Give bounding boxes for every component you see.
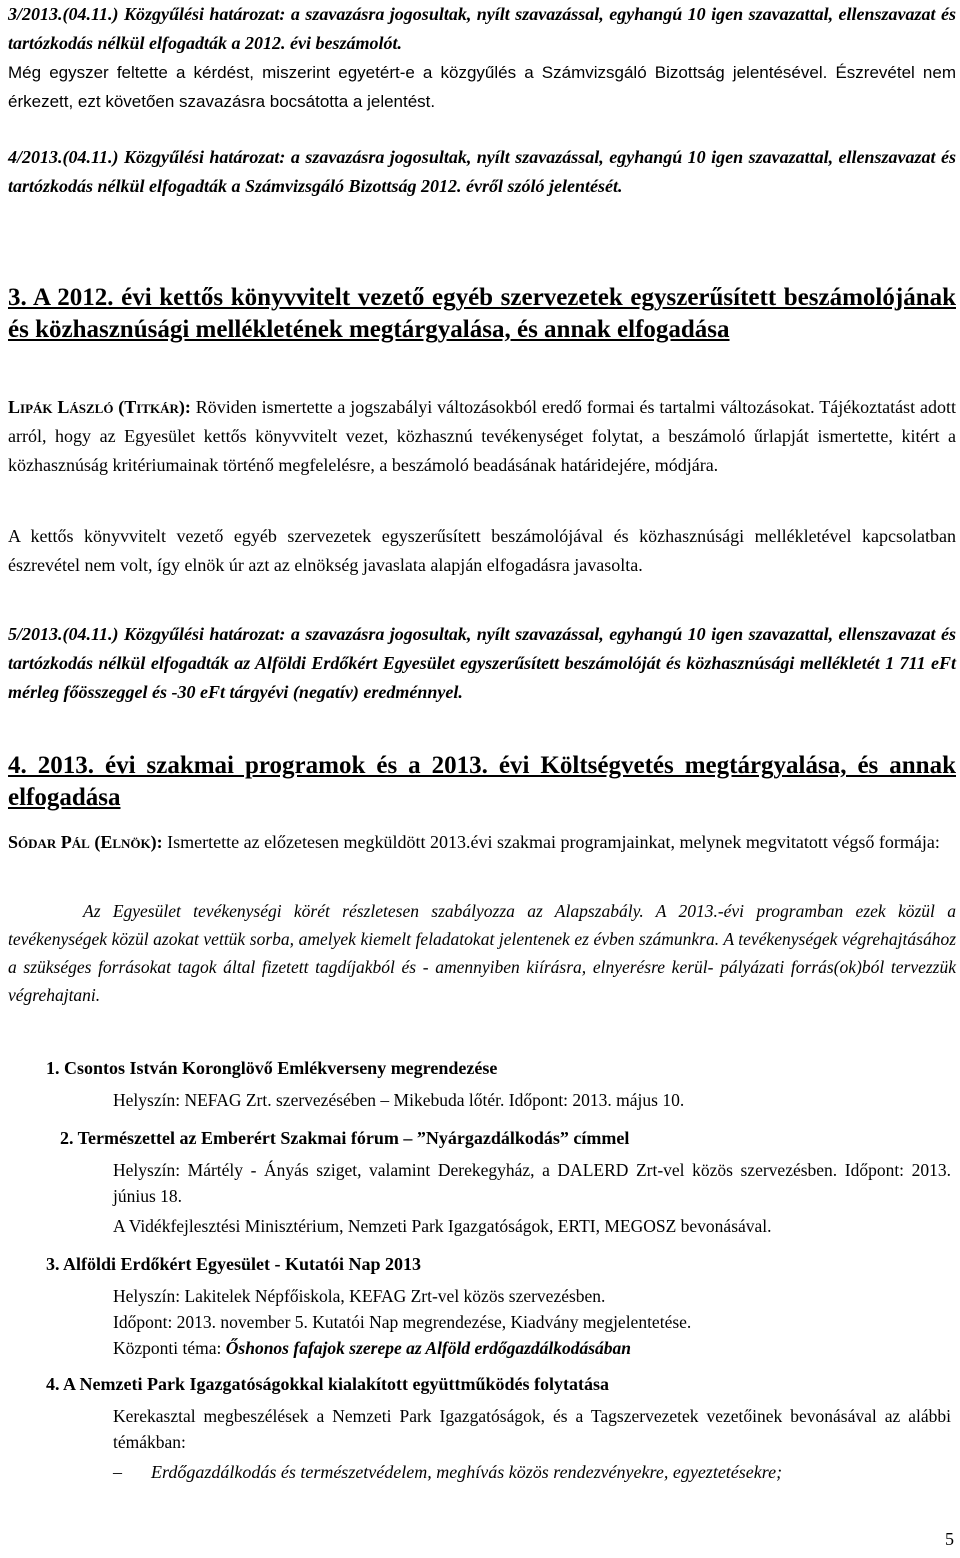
resolution-4: 4/2013.(04.11.) Közgyűlési határozat: a szavazásra jogosultak, nyílt szavazással, egyhangú 10 igen szavazattal, ellenszavazat és tartózkodás nélkül elfogadták a Számvizsgáló Bizottság 2012. évről szóló jelentését. bbox=[8, 147, 956, 196]
resolution-5: 5/2013.(04.11.) Közgyűlési határozat: a szavazásra jogosultak, nyílt szavazással, egyhangú 10 igen szavazattal, ellenszavazat és tartózkodás nélkül elfogadták az Alföldi Erdőkért Egyesület egyszerűsített beszámolóját és közhasznúsági mellékletét 1 711 eFt mérleg főösszeggel és -30 eFt tárgyévi (negatív) eredménnyel. bbox=[8, 624, 956, 702]
program-item-4 bbox=[46, 1371, 951, 1485]
speaker-lipak: Lipák László (Titkár): bbox=[8, 397, 191, 417]
paragraph-kettos: A kettős könyvvitelt vezető egyéb szervezetek egyszerűsített beszámolójával és közhasznúsági mellékletével kapcsolatban észrevétel nem volt, így elnök úr azt az elnökség javaslata alapján elfogadásra javasolta. bbox=[8, 526, 956, 575]
program-item-line: Helyszín: Lakitelek Népfőiskola, KEFAG Zrt-vel közös szervezésben. bbox=[113, 1286, 606, 1306]
program-item-line: Helyszín: Mártély - Ányás sziget, valamint Derekegyház, a DALERD Zrt-vel közös szervezésben. Időpont: 2013. június 18. bbox=[113, 1160, 951, 1206]
program-item-title: 4. A Nemzeti Park Igazgatóságokkal kialakított együttműködés folytatása bbox=[46, 1374, 609, 1394]
dash-list-item bbox=[113, 1459, 951, 1485]
page-number: 5 bbox=[945, 1529, 954, 1549]
topic-value: Őshonos fafajok szerepe az Alföld erdőgazdálkodásában bbox=[225, 1338, 632, 1358]
program-item-line: Helyszín: NEFAG Zrt. szervezésében – Mikebuda lőtér. Időpont: 2013. május 10. bbox=[113, 1090, 685, 1110]
lipak-text: Röviden ismertette a jogszabályi változásokból eredő formai és tartalmi változásokat. Tájékoztatást adott arról, hogy az Egyesület kettős könyvvitelt vezet, közhasznú tevékenységet folytat, a beszámoló űrlapját ismertette, kitért a közhasznúság kritériumainak történő megfelelésre, a beszámoló beadásának határidejére, módjára. bbox=[8, 397, 956, 475]
section-heading-3: 3. A 2012. évi kettős könyvvitelt vezető egyéb szervezetek egyszerűsített beszámolójának és közhasznúsági mellékletének megtárgyalása, és annak elfogadása bbox=[8, 284, 956, 343]
speaker-sodar: Sódar Pál (Elnök): bbox=[8, 832, 163, 852]
program-item-3 bbox=[46, 1251, 951, 1361]
program-item-1 bbox=[46, 1055, 951, 1113]
resolution-3: 3/2013.(04.11.) Közgyűlési határozat: a szavazásra jogosultak, nyílt szavazással, egyhangú 10 igen szavazattal, ellenszavazat és tartózkodás nélkül elfogadták a 2012. évi beszámolót. bbox=[8, 4, 956, 53]
dash-bullet: – bbox=[113, 1462, 122, 1482]
dash-text: Erdőgazdálkodás és természetvédelem, meghívás közös rendezvényekre, egyeztetésekre; bbox=[151, 1462, 783, 1482]
paragraph-sodar bbox=[8, 828, 956, 857]
section-heading-4: 4. 2013. évi szakmai programok és a 2013. évi Költségvetés megtárgyalása, és annak elfogadása bbox=[8, 752, 956, 811]
sodar-text: Ismertette az előzetesen megküldött 2013.évi szakmai programjainkat, melynek megvitatott végső formája: bbox=[167, 832, 940, 852]
program-description: Az Egyesület tevékenységi körét részletesen szabályozza az Alapszabály. A 2013.-évi programban ezek közül a tevékenységek közül azokat vettük sorba, amelyek kiemelt feladatokat jelentenek ez évben számunkra. A tevékenységek végrehajtásához a szükséges forrásokat tagok által fizetett tagdíjakból és - amennyiben kiírásra, elnyerésre kerül- pályázati forrás(ok)ból tervezzük végrehajtani. bbox=[8, 901, 956, 1005]
program-item-title: 1. Csontos István Koronglövő Emlékverseny megrendezése bbox=[46, 1058, 498, 1078]
paragraph-question: Még egyszer feltette a kérdést, miszerint egyetért-e a közgyűlés a Számvizsgáló Bizottság jelentésével. Észrevétel nem érkezett, ezt követően szavazásra bocsátotta a jelentést. bbox=[8, 63, 956, 111]
program-item-topic bbox=[113, 1335, 951, 1361]
paragraph-lipak bbox=[8, 393, 956, 480]
program-item-title: 2. Természettel az Emberért Szakmai fórum – ”Nyárgazdálkodás” címmel bbox=[60, 1128, 630, 1148]
program-item-line: A Vidékfejlesztési Minisztérium, Nemzeti Park Igazgatóságok, ERTI, MEGOSZ bevonásával. bbox=[113, 1216, 772, 1236]
program-item-2 bbox=[60, 1125, 951, 1239]
topic-label: Központi téma: bbox=[113, 1338, 222, 1358]
program-item-line: Kerekasztal megbeszélések a Nemzeti Park Igazgatóságok, és a Tagszervezetek vezetőinek bevonásával az alábbi témákban: bbox=[113, 1406, 951, 1452]
program-list bbox=[46, 1055, 951, 1485]
program-item-title: 3. Alföldi Erdőkért Egyesület - Kutatói Nap 2013 bbox=[46, 1254, 422, 1274]
program-item-line: Időpont: 2013. november 5. Kutatói Nap megrendezése, Kiadvány megjelentetése. bbox=[113, 1312, 692, 1332]
